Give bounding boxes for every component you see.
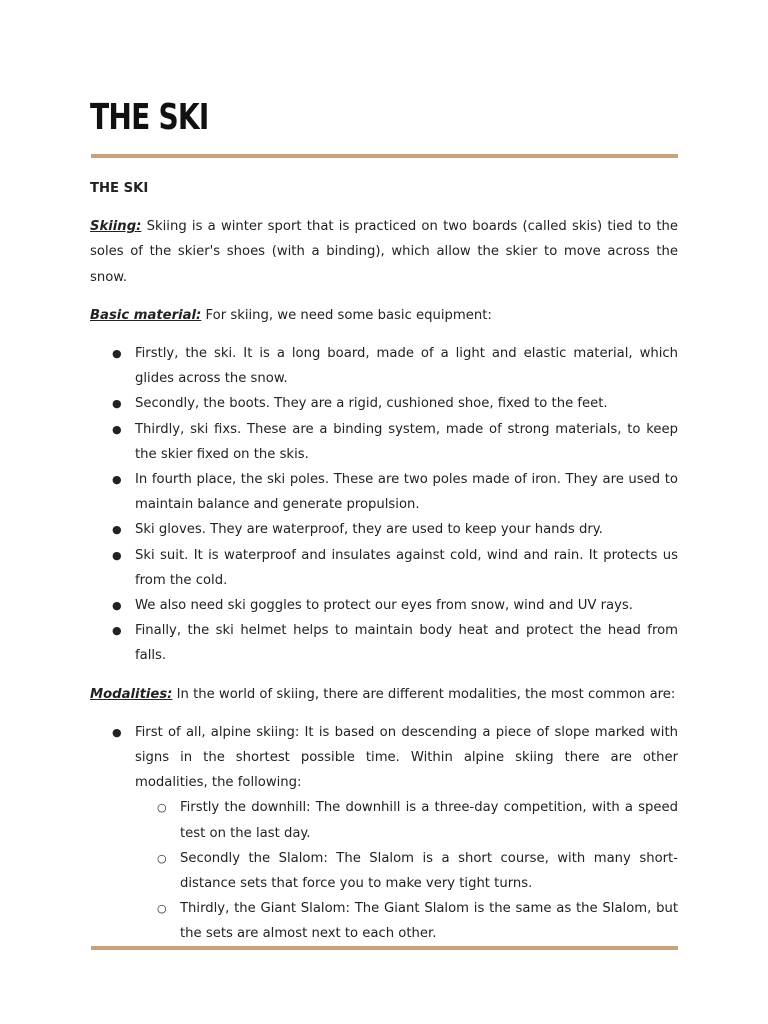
list-item: ● In fourth place, the ski poles. These are two poles made of iron. They are used to maintain balance and generate propulsion. [90, 467, 678, 517]
skiing-term: Skiing: [90, 219, 142, 235]
alpine-skiing-text: First of all, alpine skiing: It is based on descending a piece of slope marked with signs in the shortest possible time. Within alpine skiing there are other modalities, the following: [135, 724, 678, 791]
skiing-paragraph [90, 214, 678, 290]
section-heading: THE SKI [90, 181, 149, 196]
modalities-list [90, 720, 678, 947]
basic-material-text: For skiing, we need some basic equipment: [201, 307, 492, 323]
top-divider [91, 154, 678, 158]
list-item: ● We also need ski goggles to protect our eyes from snow, wind and UV rays. [90, 593, 678, 618]
list-item [90, 720, 678, 947]
skiing-text: Skiing is a winter sport that is practiced on two boards (called skis) tied to the soles of the skier's shoes (with a binding), which allow the skier to move across the snow. [90, 219, 678, 285]
page-title: THE SKI [90, 97, 209, 138]
list-item: ● Secondly, the boots. They are a rigid, cushioned shoe, fixed to the feet. [90, 391, 678, 416]
list-item: ● Ski suit. It is waterproof and insulates against cold, wind and rain. It protects us from the cold. [90, 543, 678, 593]
list-item: ● Firstly, the ski. It is a long board, made of a light and elastic material, which glides across the snow. [90, 341, 678, 391]
sublist-item: ○ Thirdly, the Giant Slalom: The Giant Slalom is the same as the Slalom, but the sets are almost next to each other. [135, 896, 678, 946]
basic-material-term: Basic material: [90, 307, 202, 323]
alpine-sublist [135, 795, 678, 946]
modalities-term: Modalities: [90, 686, 173, 702]
sublist-item: ○ Secondly the Slalom: The Slalom is a short course, with many short-distance sets that force you to make very tight turns. [135, 846, 678, 896]
basic-material-paragraph [90, 303, 678, 328]
list-item: ● Ski gloves. They are waterproof, they are used to keep your hands dry. [90, 517, 678, 542]
list-item: ● Thirdly, ski fixs. These are a binding system, made of strong materials, to keep the skier fixed on the skis. [90, 417, 678, 467]
modalities-text: In the world of skiing, there are different modalities, the most common are: [172, 686, 676, 702]
sublist-item: ○ Firstly the downhill: The downhill is a three-day competition, with a speed test on the last day. [135, 795, 678, 845]
list-item: ● Finally, the ski helmet helps to maintain body heat and protect the head from falls. [90, 618, 678, 668]
bottom-divider [91, 946, 678, 950]
equipment-list [90, 341, 678, 669]
document-body [90, 176, 678, 960]
modalities-paragraph [90, 682, 678, 707]
